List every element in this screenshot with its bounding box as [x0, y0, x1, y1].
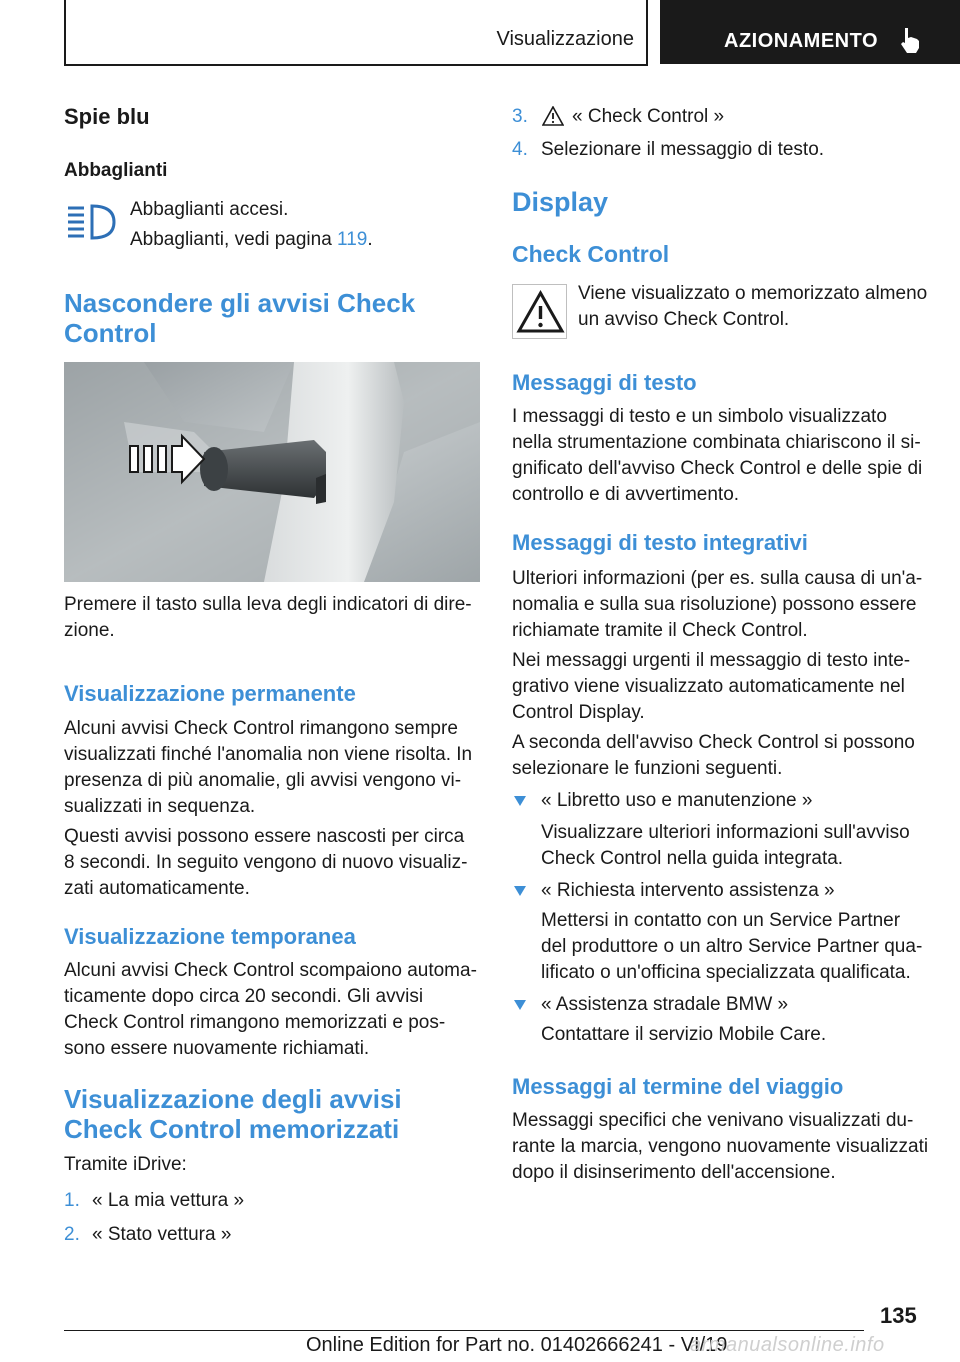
heading-nascondere-2: Control — [64, 318, 157, 348]
bullet-2-desc-1: Mettersi in contatto con un Service Partner — [541, 910, 901, 931]
heading-termine: Messaggi al termine del viaggio — [512, 1074, 844, 1099]
header-left-border — [64, 0, 66, 66]
step-4-text: Selezionare il messaggio di testo. — [541, 139, 825, 160]
tramite-text: Tramite iDrive: — [64, 1154, 187, 1175]
messaggi-text-4: controllo e di avvertimento. — [512, 484, 740, 505]
messaggi-text-1: I messaggi di testo e un simbolo visualizzato — [512, 406, 887, 427]
bullet-2-desc-2: del produttore o un altro Service Partner qua- — [541, 936, 923, 957]
urgenti-text-2: grativo viene visualizzato automaticamente nel — [512, 676, 905, 697]
integrativi-text-1: Ulteriori informazioni (per es. sulla causa di un'a- — [512, 568, 923, 589]
step-3-text: « Check Control » — [572, 106, 725, 127]
bullet-2-title: « Richiesta intervento assistenza » — [541, 880, 835, 901]
header-section-title: Visualizzazione — [496, 28, 634, 50]
step-4-number: 4. — [512, 139, 528, 160]
heading-temporanea: Visualizzazione temporanea — [64, 924, 356, 949]
bullet-triangle-icon — [514, 1000, 526, 1010]
step-1-text: « La mia vettura » — [92, 1190, 245, 1211]
premere-text-2: zione. — [64, 620, 115, 641]
page-reference-link[interactable]: 119 — [337, 229, 368, 250]
heading-spie-blu: Spie blu — [64, 104, 150, 129]
indicator-lever-illustration — [64, 362, 480, 582]
abbaglianti-text-1: Abbaglianti accesi. — [130, 199, 289, 220]
heading-permanente: Visualizzazione permanente — [64, 681, 356, 706]
urgenti-text-1: Nei messaggi urgenti il messaggio di testo inte- — [512, 650, 911, 671]
termine-text-1: Messaggi specifici che venivano visualizzati du- — [512, 1110, 914, 1131]
heading-memorizzati-2: Check Control memorizzati — [64, 1114, 400, 1144]
bullet-1-title: « Libretto uso e manutenzione » — [541, 790, 813, 811]
high-beam-icon — [66, 204, 118, 240]
messaggi-text-3: gnificato dell'avviso Check Control e delle spie di — [512, 458, 923, 479]
bullet-triangle-icon — [514, 796, 526, 806]
step-3-number: 3. — [512, 106, 528, 127]
header-mid-border — [646, 0, 648, 66]
heading-display: Display — [512, 187, 609, 217]
permanente2-text-2: 8 secondi. In seguito vengono di nuovo visualiz- — [64, 852, 468, 873]
step-2-number: 2. — [64, 1224, 80, 1245]
bullet-3-title: « Assistenza stradale BMW » — [541, 994, 789, 1015]
check-control-text-2: un avviso Check Control. — [578, 309, 790, 330]
permanente2-text-3: zati automaticamente. — [64, 878, 250, 899]
warning-triangle-large-icon — [513, 285, 568, 340]
abbaglianti-text-2: Abbaglianti, vedi pagina 119. — [130, 229, 373, 250]
permanente-text-2: visualizzati finché l'anomalia non viene risolta. In — [64, 744, 473, 765]
bullet-1-desc-1: Visualizzare ulteriori informazioni sull'avviso — [541, 822, 910, 843]
temporanea-text-1: Alcuni avvisi Check Control scompaiono automa- — [64, 960, 477, 981]
watermark: armanualsonline.info — [690, 1334, 885, 1356]
page-number: 135 — [880, 1303, 917, 1328]
footer-rule — [64, 1330, 864, 1331]
heading-messaggi-testo: Messaggi di testo — [512, 370, 697, 395]
seconda-text-1: A seconda dell'avviso Check Control si possono — [512, 732, 915, 753]
header-rule — [64, 64, 648, 66]
step-1-number: 1. — [64, 1190, 80, 1211]
seconda-text-2: selezionare le funzioni seguenti. — [512, 758, 783, 779]
heading-check-control: Check Control — [512, 241, 670, 267]
heading-memorizzati-1: Visualizzazione degli avvisi — [64, 1084, 402, 1114]
permanente2-text-1: Questi avvisi possono essere nascosti per circa — [64, 826, 465, 847]
step-2-text: « Stato vettura » — [92, 1224, 232, 1245]
termine-text-3: dopo il disinserimento dell'accensione. — [512, 1162, 836, 1183]
bullet-1-desc-2: Check Control nella guida integrata. — [541, 848, 844, 869]
urgenti-text-3: Control Display. — [512, 702, 645, 723]
temporanea-text-2: ticamente dopo circa 20 secondi. Gli avvisi — [64, 986, 424, 1007]
premere-text-1: Premere il tasto sulla leva degli indicatori di dire- — [64, 594, 472, 615]
permanente-text-1: Alcuni avvisi Check Control rimangono sempre — [64, 718, 458, 739]
permanente-text-3: presenza di più anomalie, gli avvisi vengono vi- — [64, 770, 462, 791]
bullet-3-desc-1: Contattare il servizio Mobile Care. — [541, 1024, 827, 1045]
edition-text: Online Edition for Part no. 01402666241 - VI/19 — [306, 1334, 728, 1356]
lever-drawing — [64, 362, 480, 582]
integrativi-text-3: richiamate tramite il Check Control. — [512, 620, 808, 641]
check-control-symbol-box — [512, 284, 567, 339]
hand-pointer-icon — [898, 26, 922, 54]
header-chapter-tab — [660, 0, 960, 64]
warning-triangle-icon — [542, 106, 564, 126]
integrativi-text-2: nomalia e sulla sua risoluzione) possono essere — [512, 594, 917, 615]
temporanea-text-4: sono essere nuovamente richiamati. — [64, 1038, 370, 1059]
messaggi-text-2: nella strumentazione combinata chiariscono il si- — [512, 432, 921, 453]
heading-abbaglianti: Abbaglianti — [64, 160, 168, 181]
check-control-text-1: Viene visualizzato o memorizzato almeno — [578, 283, 928, 304]
permanente-text-4: sualizzati in sequenza. — [64, 796, 256, 817]
bullet-triangle-icon — [514, 886, 526, 896]
heading-nascondere-1: Nascondere gli avvisi Check — [64, 288, 416, 318]
temporanea-text-3: Check Control rimangono memorizzati e pos- — [64, 1012, 446, 1033]
bullet-2-desc-3: lificato o un'officina specializzata qualificata. — [541, 962, 911, 983]
header-chapter-title: AZIONAMENTO — [724, 30, 879, 52]
heading-integrativi: Messaggi di testo integrativi — [512, 530, 808, 555]
termine-text-2: rante la marcia, vengono nuovamente visualizzati — [512, 1136, 929, 1157]
